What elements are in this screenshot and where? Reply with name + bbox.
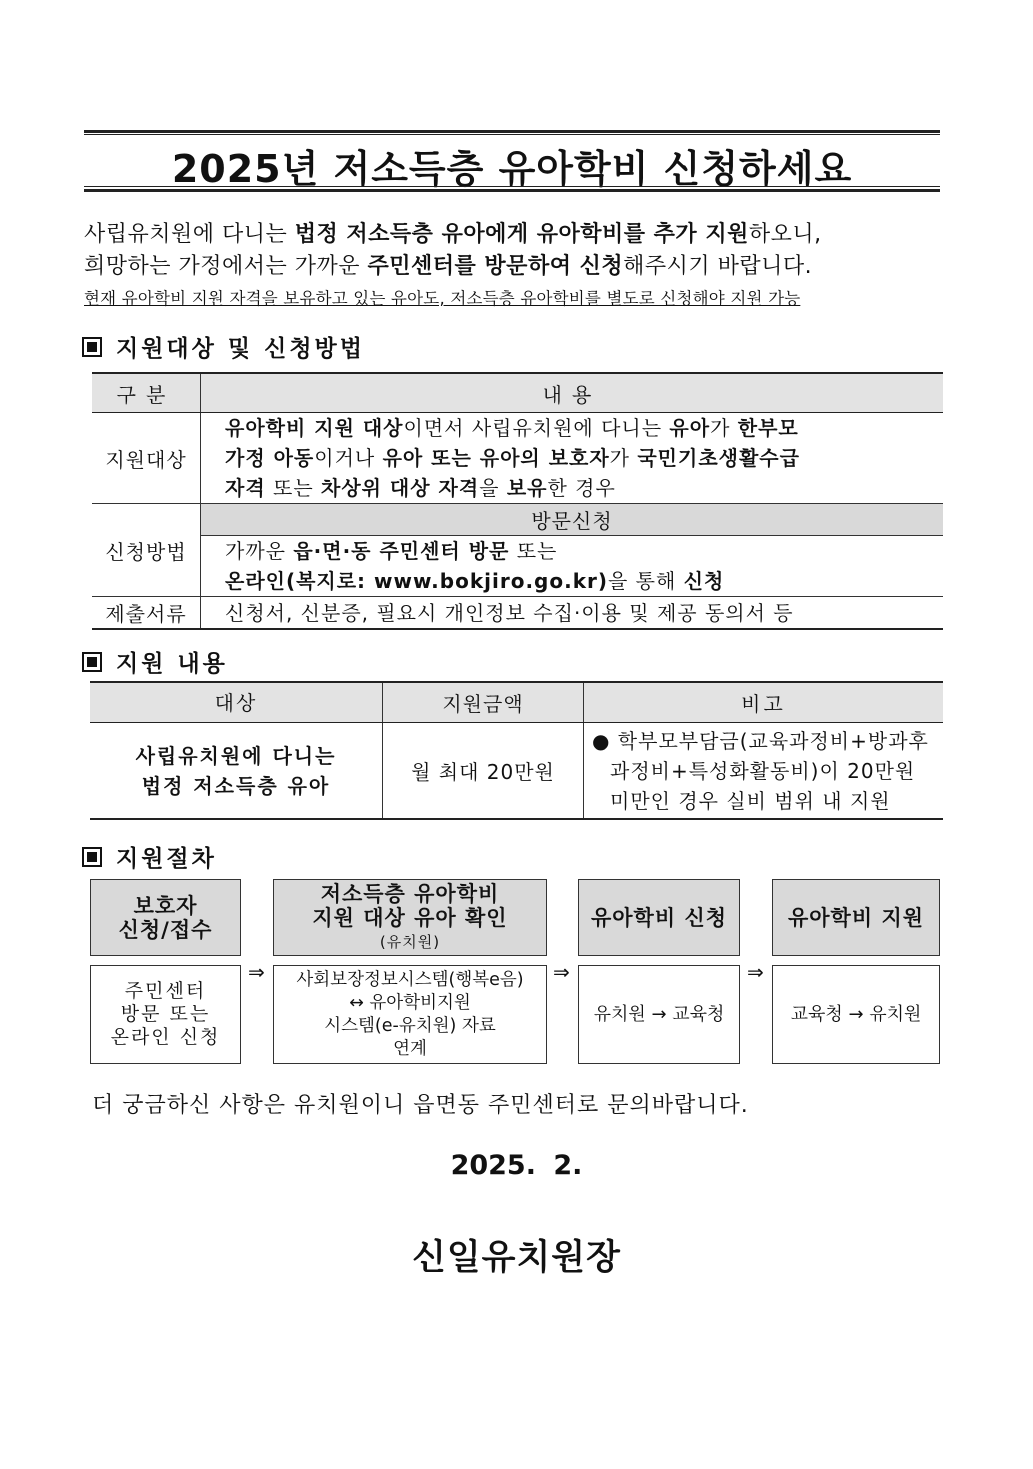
intro-note: 현재 유아학비 지원 자격을 보유하고 있는 유아도, 저소득층 유아학비를 별도로 신청해야 지원 가능 xyxy=(84,289,801,308)
target-line-3: 자격 또는 차상위 대상 자격을 보유한 경우 xyxy=(225,476,616,500)
step-3-desc xyxy=(578,965,740,1064)
section-heading-support xyxy=(82,645,228,678)
row-label-method: 신청방법 xyxy=(92,504,201,597)
docs-content: 신청서, 신분증, 필요시 개인정보 수집·이용 및 제공 동의서 등 xyxy=(201,597,944,630)
double-arrow-right-icon: ⇒ xyxy=(248,960,265,984)
step-1-desc-line-1: 주민센터 xyxy=(124,980,207,1002)
method-content xyxy=(201,536,944,597)
step-3-title-line-1: 유아학비 신청 xyxy=(590,905,728,930)
title-rule-bottom xyxy=(84,189,940,192)
support-remarks xyxy=(584,723,944,820)
step-2-title-line-1: 저소득층 유아학비 xyxy=(320,881,500,906)
target-method-table xyxy=(92,372,943,630)
col-header-amount: 지원금액 xyxy=(383,682,584,723)
support-target xyxy=(90,723,383,820)
row-label-target: 지원대상 xyxy=(92,413,201,504)
step-1-desc-line-3: 온라인 신청 xyxy=(110,1026,221,1048)
title-rule-bottom-thin xyxy=(84,186,940,187)
step-3-title xyxy=(578,879,740,956)
square-bullet-icon xyxy=(82,337,102,357)
step-1-desc-line-2: 방문 또는 xyxy=(120,1003,211,1025)
square-bullet-icon xyxy=(82,652,102,672)
support-target-line-2: 법정 저소득층 유아 xyxy=(141,773,331,798)
step-4-desc-line-1: 교육청 → 유치원 xyxy=(790,1004,922,1025)
col-header-content: 내용 xyxy=(201,373,944,413)
support-table xyxy=(90,681,943,820)
section-heading-text: 지원절차 xyxy=(116,846,217,872)
method-visit-header: 방문신청 xyxy=(201,504,944,536)
remarks-line-3: 미만인 경우 실비 범위 내 지원 xyxy=(610,788,891,813)
step-1-title-line-1: 보호자 xyxy=(133,893,198,918)
intro-line-2: 희망하는 가정에서는 가까운 주민센터를 방문하여 신청해주시기 바랍니다. xyxy=(84,254,813,279)
notice-date: 2025. 2. xyxy=(450,1150,583,1181)
col-header-category: 구분 xyxy=(92,373,201,413)
remarks-line-2: 과정비+특성화활동비)이 20만원 xyxy=(610,758,916,783)
step-2-desc-line-2: ↔ 유아학비지원 xyxy=(349,992,471,1013)
support-target-line-1: 사립유치원에 다니는 xyxy=(135,743,337,768)
step-2-desc-line-4: 연계 xyxy=(393,1038,427,1059)
step-2-title xyxy=(273,879,547,956)
step-2-desc-line-3: 시스템(e-유치원) 자료 xyxy=(324,1015,496,1036)
section-heading-procedure xyxy=(82,840,217,873)
page-title: 2025년 저소득층 유아학비 신청하세요 xyxy=(171,147,853,191)
signer-name: 신일유치원장 xyxy=(412,1238,621,1278)
step-2-desc-line-1: 사회보장정보시스템(행복e음) xyxy=(296,969,524,990)
step-1-title xyxy=(90,879,241,956)
support-amount: 월 최대 20만원 xyxy=(383,723,584,820)
double-arrow-right-icon: ⇒ xyxy=(747,960,764,984)
title-rule-top xyxy=(84,130,940,133)
target-line-1: 유아학비 지원 대상이면서 사립유치원에 다니는 유아가 한부모 xyxy=(225,416,799,440)
step-1-desc xyxy=(90,965,241,1064)
target-line-2: 가정 아동이거나 유아 또는 유아의 보호자가 국민기초생활수급 xyxy=(225,446,800,470)
col-header-remarks: 비고 xyxy=(584,682,944,723)
square-bullet-icon xyxy=(82,847,102,867)
step-2-title-line-2: 지원 대상 유아 확인 xyxy=(312,905,508,930)
col-header-target: 대상 xyxy=(90,682,383,723)
section-heading-text: 지원대상 및 신청방법 xyxy=(116,336,365,362)
method-line-2: 온라인(복지로: www.bokjiro.go.kr)을 통해 신청 xyxy=(225,569,725,593)
step-2-desc xyxy=(273,965,547,1064)
method-line-1: 가까운 읍·면·동 주민센터 방문 또는 xyxy=(225,539,558,563)
row-label-docs: 제출서류 xyxy=(92,597,201,630)
step-4-title-line-1: 유아학비 지원 xyxy=(787,905,925,930)
section-heading-text: 지원 내용 xyxy=(116,651,228,677)
step-4-desc xyxy=(772,965,940,1064)
double-arrow-right-icon: ⇒ xyxy=(553,960,570,984)
step-1-title-line-2: 신청/접수 xyxy=(118,917,213,942)
closing-text: 더 궁금하신 사항은 유치원이니 읍면동 주민센터로 문의바랍니다. xyxy=(92,1093,749,1118)
target-content xyxy=(201,413,944,504)
section-heading-target xyxy=(82,330,365,363)
step-2-title-sub: (유치원) xyxy=(379,932,441,951)
remarks-line-1: ● 학부모부담금(교육과정비+방과후 xyxy=(592,728,929,753)
title-rule-top-thin xyxy=(84,134,940,135)
step-3-desc-line-1: 유치원 → 교육청 xyxy=(593,1004,725,1025)
intro-line-1: 사립유치원에 다니는 법정 저소득층 유아에게 유아학비를 추가 지원하오니, xyxy=(84,222,822,247)
step-4-title xyxy=(772,879,940,956)
